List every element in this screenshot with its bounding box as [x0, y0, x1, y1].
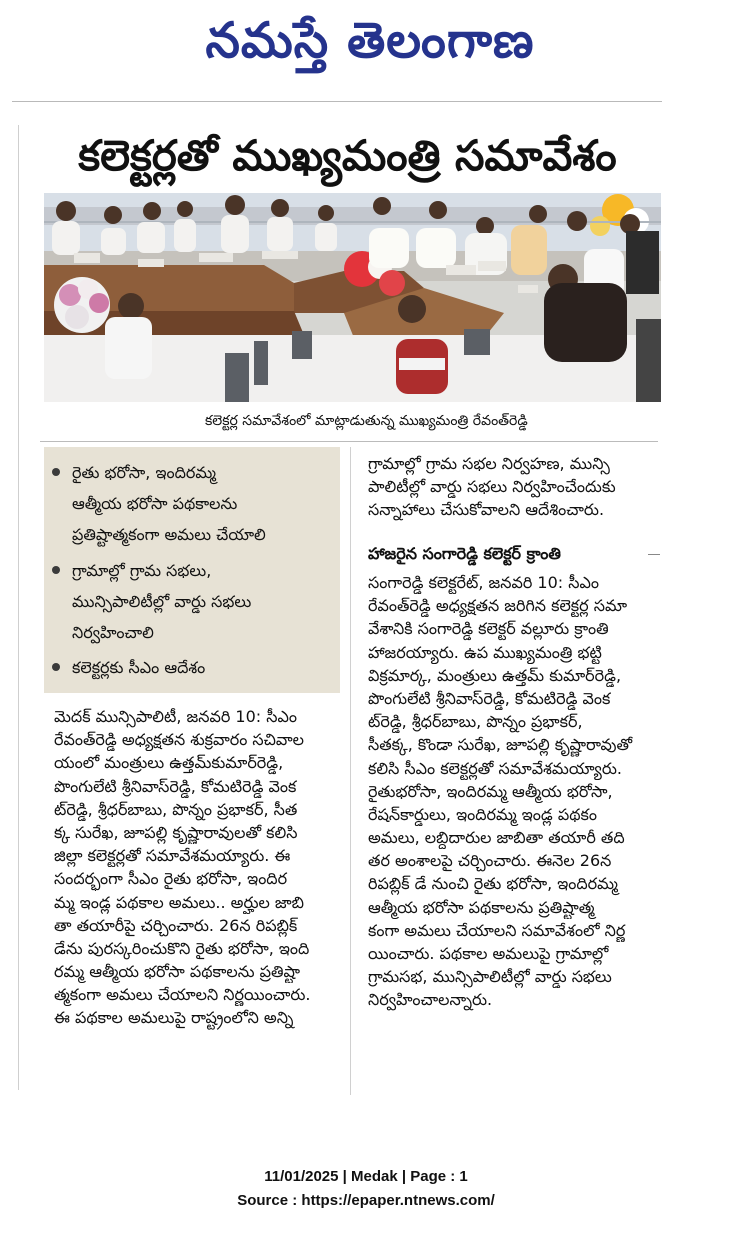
article-line: సన్నాహాలు చేసుకోవాలని ఆదేశించారు. [368, 500, 605, 520]
article-line: డేను పురస్కరించుకొని రైతు భరోసా, ఇంది [54, 938, 310, 958]
article-line: సీతక్క, కొండా సురేఖ, జూపల్లి కృష్ణారావుతో [368, 735, 633, 755]
article-line: క్క సురేఖ, జూపల్లి కృష్ణారావులతో కలిసి [54, 822, 298, 842]
headline: కలెక్టర్లతో ముఖ్యమంత్రి సమావేశం [78, 131, 617, 180]
article-line: రమ్మ ఆత్మీయ భరోసా పథకాలను ప్రతిష్టా [54, 962, 300, 982]
article-line: రేవంత్‌రెడ్డి అధ్యక్షతన శుక్రవారం సచివాల [54, 730, 305, 750]
bullet-icon [52, 566, 60, 574]
highlight-line: మున్సిపాలిటీల్లో వార్డు సభలు [72, 592, 252, 611]
masthead-rule [12, 101, 662, 102]
page-footer [0, 1165, 732, 1213]
article-line: కలిసి సీఎం కలెక్టర్లతో సమావేశమయ్యారు. [368, 758, 622, 778]
highlight-line: రైతు భరోసా, ఇందిరమ్మ [72, 463, 217, 482]
article-line: తర అంశాలపై చర్చించారు. ఈనెల 26న [368, 851, 612, 871]
article-right-bottom [368, 571, 658, 1012]
article-line: ట్‌రెడ్డి, శ్రీధర్‌బాబు, పొన్నం ప్రభాకర్, [368, 712, 583, 732]
article-line: యించారు. పథకాల అమలుపై గ్రామాల్లో [368, 944, 609, 963]
article-line: తా తయారీపై చర్చించారు. 26న రిపబ్లిక్ [54, 915, 298, 935]
article-line: జిల్లా కలెక్టర్లతో సమావేశమయ్యారు. ఈ [54, 846, 291, 866]
article-line: రేవంత్‌రెడ్డి అధ్యక్షతన జరిగిన కలెక్టర్ల సమా [368, 596, 628, 616]
article-line: అమలు, లబ్ధిదారుల జాబితా తయారీ తది [368, 828, 625, 848]
article-line: యంలో మంత్రులు ఉత్తమ్‌కుమార్‌రెడ్డి, [54, 753, 284, 773]
footer-date-location-page: 11/01/2025 | Medak | Page : 1 [264, 1168, 468, 1185]
article-line: పొంగులేటి శ్రీనివాస్‌రెడ్డి, కోమటిరెడ్డి వెంక [54, 776, 297, 796]
highlight-text [72, 652, 330, 683]
footer-source: Source : https://epaper.ntnews.com/ [237, 1192, 495, 1209]
article-line: కంగా అమలు చేయాలని సమావేశంలో నిర్ణ [368, 920, 626, 940]
article-line: ఈ పథకాల అమలుపై రాష్ట్రంలోని అన్ని [54, 1008, 294, 1028]
highlight-line: ప్రతిష్టాత్మకంగా అమలు చేయాలి [72, 525, 266, 544]
highlight-text [72, 457, 330, 550]
news-photo [44, 193, 661, 402]
article-line: ట్‌రెడ్డి, శ్రీధర్‌బాబు, పొన్నం ప్రభాకర్, సీత [54, 799, 298, 819]
article-line: రేషన్‌కార్డులు, ఇందిరమ్మ ఇండ్ల పథకం [368, 804, 597, 824]
article-line: విక్రమార్క, మంత్రులు ఉత్తమ్ కుమార్‌రెడ్డి, [368, 665, 622, 685]
article-left-column [54, 705, 342, 1030]
highlight-line: ఆత్మీయ భరోసా పథకాలను [72, 494, 238, 513]
article-line: త్మకంగా అమలు చేయాలని నిర్ణయించారు. [54, 985, 311, 1005]
highlights-box [44, 447, 340, 693]
article-line: గ్రామసభ, మున్సిపాలిటీల్లో వార్డు సభలు [368, 967, 612, 987]
article-line: హాజరయ్యారు. ఉప ముఖ్యమంత్రి భట్టి [368, 642, 602, 662]
highlight-line: కలెక్టర్లకు సీఎం ఆదేశం [72, 658, 206, 677]
article-line: పొంగులేటి శ్రీనివాస్‌రెడ్డి, కోమటిరెడ్డి వెంక [368, 688, 611, 708]
caption-rule [40, 441, 658, 442]
photo-caption: కలెక్టర్ల సమావేశంలో మాట్లాడుతున్న ముఖ్యమంత్రి రేవంత్‌రెడ్డి [205, 413, 528, 429]
highlight-item [52, 457, 332, 550]
article-line: సందర్భంగా సీఎం రైతు భరోసా, ఇందిర [54, 869, 288, 889]
highlight-item [52, 555, 332, 648]
subhead-rule [648, 554, 660, 555]
article-line: పాలిటీల్లో వార్డు సభలు నిర్వహించేందుకు [368, 477, 616, 497]
article-line: రిపబ్లిక్ డే నుంచి రైతు భరోసా, ఇందిరమ్మ [368, 874, 618, 894]
article-line: రైతుభరోసా, ఇందిరమ్మ ఆత్మీయ భరోసా, [368, 781, 613, 801]
article-line: నిర్వహించాలన్నారు. [368, 990, 493, 1010]
bullet-icon [52, 468, 60, 476]
page-left-border [18, 125, 19, 1090]
masthead-title: నమస్తే తెలంగాణ [205, 11, 535, 69]
highlight-text [72, 555, 330, 648]
article-line: మ్మ ఇండ్ల పథకాల అమలు.. అర్హుల జాబి [54, 892, 305, 912]
article-line: గ్రామాల్లో గ్రామ సభల నిర్వహణ, మున్సి [368, 454, 610, 473]
highlight-item [52, 652, 332, 683]
masthead [160, 4, 580, 76]
article-line: వేశానికి సంగారెడ్డి కలెక్టర్ వల్లూరు క్రాంతి [368, 619, 609, 639]
highlight-line: నిర్వహించాలి [72, 623, 154, 642]
column-divider [350, 447, 351, 1095]
bullet-icon [52, 663, 60, 671]
subhead: హాజరైన సంగారెడ్డి కలెక్టర్ క్రాంతి [368, 544, 561, 563]
article-right-top [368, 452, 658, 522]
article-line: సంగారెడ్డి కలెక్టరేట్, జనవరి 10: సీఎం [368, 573, 599, 592]
meeting-photo-illustration [44, 193, 661, 402]
article-line: మెదక్ మున్సిపాలిటీ, జనవరి 10: సీఎం [54, 707, 297, 726]
article-line: ఆత్మీయ భరోసా పథకాలను ప్రతిష్టాత్మ [368, 897, 595, 917]
highlight-line: గ్రామాల్లో గ్రామ సభలు, [72, 561, 212, 580]
